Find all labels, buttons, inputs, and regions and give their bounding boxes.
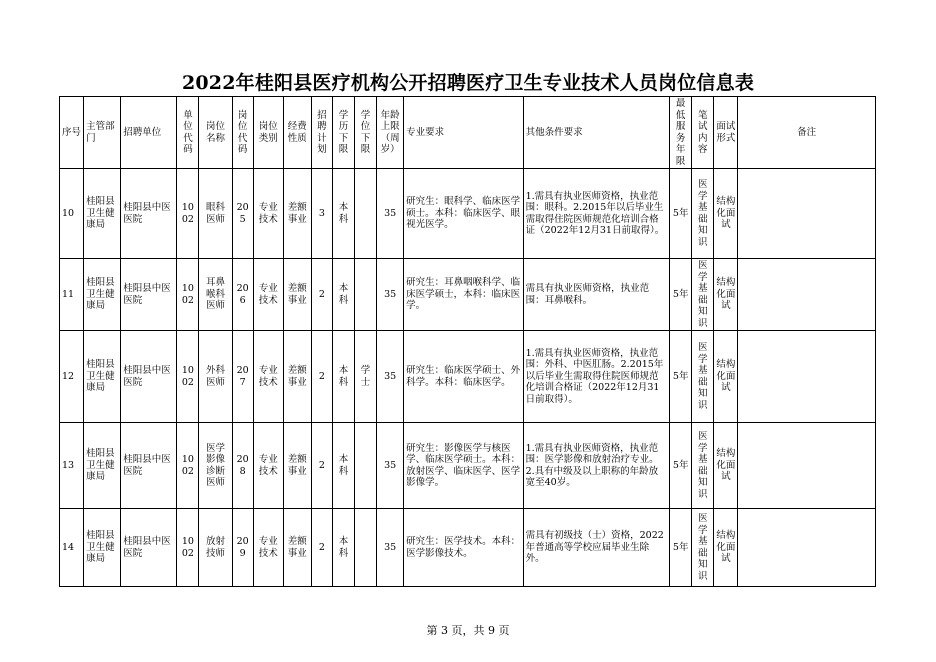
cell-post: 放射技师 [199, 509, 232, 587]
table-row [60, 509, 876, 587]
header-age: 年龄上限（周岁） [377, 97, 404, 169]
header-other: 其他条件要求 [523, 97, 670, 169]
cell-dept: 桂阳县卫生健康局 [84, 259, 121, 331]
cell-unit: 桂阳县中医医院 [121, 423, 177, 509]
cell-funding: 差额事业 [283, 259, 311, 331]
cell-remark [738, 259, 876, 331]
cell-edu: 本科 [332, 259, 354, 331]
cell-major: 研究生：医学技术。本科：医学影像技术。 [404, 509, 523, 587]
cell-remark [738, 169, 876, 259]
cell-years: 5年 [670, 423, 692, 509]
cell-age: 35 [377, 423, 404, 509]
cell-category: 专业技术 [253, 169, 283, 259]
header-degree: 学位下限 [355, 97, 377, 169]
cell-degree [355, 423, 377, 509]
cell-edu: 本科 [332, 423, 354, 509]
header-interview: 面试形式 [714, 97, 738, 169]
cell-unit: 桂阳县中医医院 [121, 259, 177, 331]
cell-seq: 11 [60, 259, 84, 331]
header-category: 岗位类别 [253, 97, 283, 169]
cell-category: 专业技术 [253, 331, 283, 423]
cell-age: 35 [377, 259, 404, 331]
header-row [60, 97, 876, 169]
cell-plan: 2 [311, 509, 332, 587]
page-title: 2022年桂阳县医疗机构公开招聘医疗卫生专业技术人员岗位信息表 [181, 72, 755, 94]
cell-unit-code: 1002 [177, 331, 199, 423]
header-post-code: 岗位代码 [232, 97, 253, 169]
cell-seq: 10 [60, 169, 84, 259]
cell-unit-code: 1002 [177, 509, 199, 587]
cell-dept: 桂阳县卫生健康局 [84, 331, 121, 423]
cell-edu: 本科 [332, 509, 354, 587]
cell-funding: 差额事业 [283, 169, 311, 259]
page-footer: 第 3 页，共 9 页 [426, 624, 510, 637]
cell-age: 35 [377, 331, 404, 423]
cell-remark [738, 423, 876, 509]
cell-funding: 差额事业 [283, 331, 311, 423]
header-post: 岗位名称 [199, 97, 232, 169]
cell-post: 眼科医师 [199, 169, 232, 259]
cell-remark [738, 509, 876, 587]
cell-post-code: 205 [232, 169, 253, 259]
cell-post-code: 207 [232, 331, 253, 423]
header-years: 最低服务年限 [670, 97, 692, 169]
header-unit-code: 单位代码 [177, 97, 199, 169]
cell-years: 5年 [670, 509, 692, 587]
positions-table [59, 96, 876, 587]
cell-edu: 本科 [332, 169, 354, 259]
cell-exam: 医学基础知识 [692, 331, 714, 423]
cell-interview: 结构化面试 [714, 423, 738, 509]
cell-unit: 桂阳县中医医院 [121, 509, 177, 587]
header-plan: 招聘计划 [311, 97, 332, 169]
cell-post: 耳鼻喉科医师 [199, 259, 232, 331]
cell-edu: 本科 [332, 331, 354, 423]
cell-unit: 桂阳县中医医院 [121, 331, 177, 423]
cell-seq: 13 [60, 423, 84, 509]
table-row [60, 331, 876, 423]
cell-plan: 2 [311, 259, 332, 331]
cell-seq: 12 [60, 331, 84, 423]
table-row [60, 423, 876, 509]
cell-category: 专业技术 [253, 509, 283, 587]
header-unit: 招聘单位 [121, 97, 177, 169]
cell-category: 专业技术 [253, 423, 283, 509]
header-exam: 笔试内容 [692, 97, 714, 169]
cell-other: 1.需具有执业医师资格，执业范围：眼科。2.2015年以后毕业生需取得住院医师规范化培训合格证（2022年12月31日前取得）。 [523, 169, 670, 259]
header-seq: 序号 [60, 97, 84, 169]
cell-years: 5年 [670, 259, 692, 331]
cell-degree: 学士 [355, 331, 377, 423]
cell-interview: 结构化面试 [714, 331, 738, 423]
cell-age: 35 [377, 169, 404, 259]
cell-major: 研究生：眼科学、临床医学硕士。本科：临床医学、眼视光医学。 [404, 169, 523, 259]
cell-exam: 医学基础知识 [692, 423, 714, 509]
cell-dept: 桂阳县卫生健康局 [84, 509, 121, 587]
cell-funding: 差额事业 [283, 423, 311, 509]
cell-major: 研究生：临床医学硕士、外科学。本科：临床医学。 [404, 331, 523, 423]
header-edu: 学历下限 [332, 97, 354, 169]
cell-category: 专业技术 [253, 259, 283, 331]
cell-years: 5年 [670, 331, 692, 423]
cell-seq: 14 [60, 509, 84, 587]
header-funding: 经费性质 [283, 97, 311, 169]
cell-plan: 3 [311, 169, 332, 259]
cell-other: 需具有初级技（士）资格，2022年普通高等学校应届毕业生除外。 [523, 509, 670, 587]
table-row [60, 259, 876, 331]
cell-dept: 桂阳县卫生健康局 [84, 169, 121, 259]
table-row [60, 169, 876, 259]
cell-exam: 医学基础知识 [692, 259, 714, 331]
cell-other: 需具有执业医师资格，执业范围：耳鼻喉科。 [523, 259, 670, 331]
cell-exam: 医学基础知识 [692, 509, 714, 587]
cell-funding: 差额事业 [283, 509, 311, 587]
cell-plan: 2 [311, 331, 332, 423]
cell-degree [355, 259, 377, 331]
cell-major: 研究生：影像医学与核医学、临床医学硕士。本科：放射医学、临床医学、医学影像学。 [404, 423, 523, 509]
cell-other: 1.需具有执业医师资格，执业范围：医学影像和放射治疗专业。2.具有中级及以上职称的年龄放宽至40岁。 [523, 423, 670, 509]
cell-exam: 医学基础知识 [692, 169, 714, 259]
header-remark: 备注 [738, 97, 876, 169]
cell-unit: 桂阳县中医医院 [121, 169, 177, 259]
header-major: 专业要求 [404, 97, 523, 169]
cell-dept: 桂阳县卫生健康局 [84, 423, 121, 509]
cell-major: 研究生：耳鼻咽喉科学、临床医学硕士，本科：临床医学。 [404, 259, 523, 331]
cell-unit-code: 1002 [177, 259, 199, 331]
cell-degree [355, 509, 377, 587]
cell-age: 35 [377, 509, 404, 587]
cell-interview: 结构化面试 [714, 169, 738, 259]
cell-post-code: 206 [232, 259, 253, 331]
cell-post: 医学影像诊断医师 [199, 423, 232, 509]
cell-remark [738, 331, 876, 423]
cell-other: 1.需具有执业医师资格，执业范围：外科、中医肛肠。2.2015年以后毕业生需取得住院医师规范化培训合格证（2022年12月31日前取得）。 [523, 331, 670, 423]
cell-plan: 2 [311, 423, 332, 509]
cell-years: 5年 [670, 169, 692, 259]
cell-post: 外科医师 [199, 331, 232, 423]
cell-post-code: 208 [232, 423, 253, 509]
cell-degree [355, 169, 377, 259]
header-dept: 主管部门 [84, 97, 121, 169]
cell-post-code: 209 [232, 509, 253, 587]
cell-unit-code: 1002 [177, 423, 199, 509]
cell-interview: 结构化面试 [714, 509, 738, 587]
cell-unit-code: 1002 [177, 169, 199, 259]
cell-interview: 结构化面试 [714, 259, 738, 331]
